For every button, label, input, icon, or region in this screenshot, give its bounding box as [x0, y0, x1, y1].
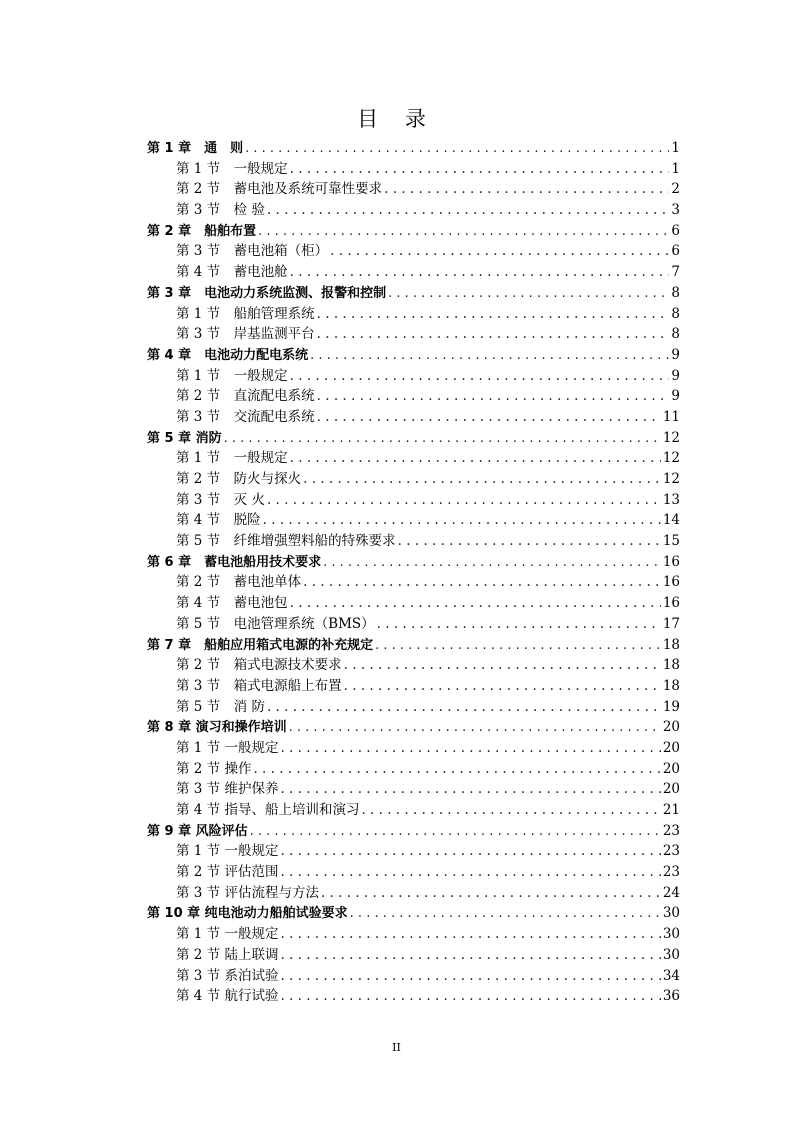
- toc-dot-leader: [303, 572, 661, 593]
- toc-dot-leader: [310, 346, 669, 367]
- toc-dot-leader: [398, 531, 661, 552]
- toc-section-entry[interactable]: [147, 945, 680, 966]
- toc-dot-leader: [258, 222, 669, 243]
- toc-dot-leader: [280, 841, 660, 862]
- toc-entry-label: 第 2 节 直流配电系统: [176, 388, 315, 405]
- toc-entry-page: 20: [662, 739, 680, 756]
- toc-entry-page: 34: [662, 967, 680, 984]
- toc-entry-label: 第 1 章 通 则: [147, 141, 244, 156]
- toc-entry-page: 18: [662, 657, 680, 674]
- toc-dot-leader: [280, 779, 660, 800]
- toc-entry-label: 第 2 节 蓄电池单体: [176, 574, 302, 591]
- toc-entry-label: 第 5 节 消 防: [176, 698, 265, 715]
- toc-chapter-entry[interactable]: [147, 138, 680, 159]
- toc-dot-leader: [290, 593, 661, 614]
- toc-dot-leader: [280, 986, 660, 1007]
- toc-entry-page: 21: [662, 802, 680, 818]
- toc-entry-page: 18: [662, 677, 680, 694]
- toc-entry-page: 8: [671, 284, 680, 301]
- toc-section-entry[interactable]: [147, 924, 680, 945]
- toc-section-entry[interactable]: [147, 159, 680, 180]
- toc-section-entry[interactable]: [147, 655, 680, 676]
- toc-entry-page: 23: [662, 843, 680, 860]
- toc-section-entry[interactable]: [147, 531, 680, 552]
- toc-entry-label: 第 5 章 消防: [147, 430, 222, 446]
- toc-entry-page: 30: [662, 926, 680, 943]
- toc-entry-label: 第 3 节 系泊试验: [176, 967, 279, 984]
- toc-entry-page: 36: [662, 988, 680, 1005]
- toc-entry-label: 第 5 节 电池管理系统（BMS）: [176, 615, 375, 632]
- toc-entry-page: 9: [671, 346, 680, 363]
- toc-section-entry[interactable]: [147, 759, 680, 780]
- toc-dot-leader: [245, 139, 669, 160]
- toc-dot-leader: [224, 429, 661, 450]
- toc-dot-leader: [317, 386, 670, 407]
- toc-entry-page: 9: [671, 388, 680, 405]
- toc-entry-label: 第 2 节 操作: [176, 760, 252, 777]
- toc-chapter-entry[interactable]: [147, 221, 680, 242]
- toc-entry-page: 20: [662, 760, 680, 777]
- toc-entry-label: 第 2 节 评估范围: [176, 864, 279, 881]
- toc-entry-label: 第 2 章 船舶布置: [147, 223, 257, 239]
- toc-entry-page: 18: [662, 636, 680, 653]
- toc-section-entry[interactable]: [147, 572, 680, 593]
- toc-section-entry[interactable]: [147, 324, 680, 345]
- toc-entry-label: 第 2 节 防火与探火: [176, 471, 302, 487]
- toc-entry-page: 16: [662, 595, 680, 612]
- toc-entry-label: 第 1 节 一般规定: [176, 843, 279, 860]
- toc-entry-page: 6: [671, 243, 680, 260]
- toc-entry-page: 12: [662, 471, 680, 487]
- toc-dot-leader: [303, 469, 661, 490]
- toc-entry-label: 第 2 节 箱式电源技术要求: [176, 657, 342, 674]
- toc-chapter-entry[interactable]: [147, 552, 680, 573]
- toc-dot-leader: [388, 284, 669, 305]
- toc-dot-leader: [317, 304, 670, 325]
- toc-entry-label: 第 3 节 岸基监测平台: [176, 326, 315, 343]
- toc-entry-label: 第 1 节 船舶管理系统: [176, 305, 315, 322]
- toc-dot-leader: [290, 159, 670, 180]
- toc-section-entry[interactable]: [147, 179, 680, 200]
- toc-dot-leader: [317, 407, 661, 428]
- toc-entry-label: 第 3 节 交流配电系统: [176, 408, 315, 425]
- toc-chapter-entry[interactable]: [147, 717, 680, 738]
- toc-entry-label: 第 3 章 电池动力系统监测、报警和控制: [147, 285, 387, 301]
- toc-section-entry[interactable]: [147, 986, 680, 1007]
- toc-dot-leader: [280, 966, 660, 987]
- toc-entry-label: 第 9 章 风险评估: [147, 823, 248, 839]
- toc-entry-page: 2: [671, 181, 680, 198]
- toc-section-entry[interactable]: [147, 593, 680, 614]
- toc-dot-leader: [289, 718, 661, 739]
- toc-dot-leader: [323, 553, 661, 574]
- toc-section-entry[interactable]: [147, 676, 680, 697]
- toc-entry-page: 14: [662, 512, 680, 529]
- toc-section-entry[interactable]: [147, 304, 680, 325]
- toc-entry-label: 第 3 节 检 验: [176, 202, 265, 219]
- toc-section-entry[interactable]: [147, 407, 680, 428]
- toc-entry-label: 第 4 节 蓄电池包: [176, 595, 288, 612]
- toc-entry-label: 第 4 节 蓄电池舱: [176, 264, 288, 281]
- toc-entry-label: 第 3 节 维护保养: [176, 781, 279, 798]
- toc-entry-label: 第 1 节 一般规定: [176, 926, 279, 943]
- toc-entry-label: 第 2 节 陆上联调: [176, 946, 279, 963]
- toc-entry-label: 第 2 节 蓄电池及系统可靠性要求: [176, 181, 383, 198]
- toc-entry-label: 第 1 节 一般规定: [176, 367, 288, 384]
- toc-dot-leader: [280, 945, 660, 966]
- toc-entry-page: 3: [671, 202, 680, 219]
- toc-section-entry[interactable]: [147, 697, 680, 718]
- toc-entry-label: 第 1 节 一般规定: [176, 450, 288, 467]
- toc-dot-leader: [344, 676, 661, 697]
- toc-section-entry[interactable]: [147, 386, 680, 407]
- toc-chapter-entry[interactable]: [147, 428, 680, 449]
- toc-entry-page: 11: [662, 408, 680, 425]
- toc-section-entry[interactable]: [147, 510, 680, 531]
- toc-dot-leader: [263, 510, 661, 531]
- toc-entry-label: 第 1 节 一般规定: [176, 160, 288, 177]
- toc-section-entry[interactable]: [147, 738, 680, 759]
- toc-entry-page: 30: [662, 905, 680, 922]
- toc-chapter-entry[interactable]: [147, 635, 680, 656]
- toc-entry-label: 第 3 节 灭 火: [176, 491, 265, 508]
- page-number: II: [392, 1041, 401, 1054]
- toc-entry-label: 第 1 节 一般规定: [176, 739, 279, 756]
- toc-chapter-entry[interactable]: [147, 283, 680, 304]
- toc-section-entry[interactable]: [147, 883, 680, 904]
- toc-section-entry[interactable]: [147, 262, 680, 283]
- toc-entry-page: 1: [671, 140, 680, 156]
- toc-entry-page: 9: [671, 367, 680, 384]
- toc-entry-label: 第 3 节 评估流程与方法: [176, 884, 319, 901]
- toc-entry-page: 30: [662, 946, 680, 963]
- toc-dot-leader: [250, 822, 661, 843]
- toc-entry-page: 1: [671, 160, 680, 177]
- toc-dot-leader: [350, 904, 661, 925]
- toc-dot-leader: [361, 800, 660, 821]
- toc-dot-leader: [290, 262, 670, 283]
- toc-section-entry[interactable]: [147, 200, 680, 221]
- toc-entry-page: 24: [662, 884, 680, 901]
- toc-dot-leader: [253, 759, 660, 780]
- toc-section-entry[interactable]: [147, 800, 680, 821]
- toc-section-entry[interactable]: [147, 862, 680, 883]
- toc-chapter-entry[interactable]: [147, 345, 680, 366]
- toc-chapter-entry[interactable]: [147, 821, 680, 842]
- toc-section-entry[interactable]: [147, 241, 680, 262]
- toc-entry-page: 12: [662, 450, 680, 467]
- toc-entry-label: 第 8 章 演习和操作培训: [147, 720, 287, 736]
- toc-entry-label: 第 4 章 电池动力配电系统: [147, 347, 309, 363]
- toc-dot-leader: [344, 655, 661, 676]
- table-of-contents: [147, 138, 680, 1007]
- page-title: 目 录: [357, 107, 436, 131]
- toc-section-entry[interactable]: [147, 841, 680, 862]
- toc-entry-label: 第 6 章 蓄电池船用技术要求: [147, 554, 322, 570]
- toc-entry-page: 20: [662, 719, 680, 736]
- toc-section-entry[interactable]: [147, 614, 680, 635]
- toc-dot-leader: [290, 448, 661, 469]
- toc-dot-leader: [267, 697, 661, 718]
- toc-dot-leader: [384, 179, 669, 200]
- toc-entry-page: 7: [671, 264, 680, 281]
- toc-section-entry[interactable]: [147, 469, 680, 490]
- toc-dot-leader: [280, 924, 660, 945]
- toc-entry-label: 第 10 章 纯电池动力船舶试验要求: [147, 906, 348, 922]
- toc-dot-leader: [280, 738, 660, 759]
- toc-section-entry[interactable]: [147, 490, 680, 511]
- toc-entry-page: 13: [662, 491, 680, 508]
- toc-entry-page: 23: [662, 822, 680, 839]
- toc-entry-page: 8: [671, 305, 680, 322]
- toc-section-entry[interactable]: [147, 448, 680, 469]
- toc-entry-page: 12: [662, 429, 680, 446]
- toc-section-entry[interactable]: [147, 779, 680, 800]
- toc-entry-label: 第 7 章 船舶应用箱式电源的补充规定: [147, 637, 374, 653]
- toc-dot-leader: [377, 614, 661, 635]
- toc-entry-page: 17: [662, 615, 680, 632]
- toc-dot-leader: [290, 366, 670, 387]
- toc-entry-page: 15: [662, 533, 680, 550]
- toc-entry-page: 16: [662, 553, 680, 570]
- toc-entry-page: 6: [671, 222, 680, 239]
- toc-chapter-entry[interactable]: [147, 903, 680, 924]
- toc-entry-page: 20: [662, 781, 680, 798]
- toc-dot-leader: [267, 200, 669, 221]
- toc-dot-leader: [321, 883, 661, 904]
- toc-entry-label: 第 4 节 指导、船上培训和演习: [176, 802, 360, 818]
- toc-entry-label: 第 4 节 航行试验: [176, 988, 279, 1005]
- toc-entry-label: 第 3 节 蓄电池箱（柜）: [176, 243, 329, 260]
- toc-dot-leader: [330, 241, 669, 262]
- toc-section-entry[interactable]: [147, 966, 680, 987]
- toc-entry-page: 8: [671, 326, 680, 343]
- toc-dot-leader: [267, 490, 661, 511]
- toc-section-entry[interactable]: [147, 366, 680, 387]
- toc-entry-label: 第 3 节 箱式电源船上布置: [176, 677, 342, 694]
- toc-entry-label: 第 5 节 纤维增强塑料船的特殊要求: [176, 533, 396, 550]
- toc-entry-label: 第 4 节 脱险: [176, 512, 261, 529]
- toc-entry-page: 23: [662, 864, 680, 881]
- toc-dot-leader: [317, 324, 670, 345]
- toc-entry-page: 19: [662, 698, 680, 715]
- toc-entry-page: 16: [662, 574, 680, 591]
- toc-dot-leader: [280, 862, 660, 883]
- toc-dot-leader: [375, 636, 661, 657]
